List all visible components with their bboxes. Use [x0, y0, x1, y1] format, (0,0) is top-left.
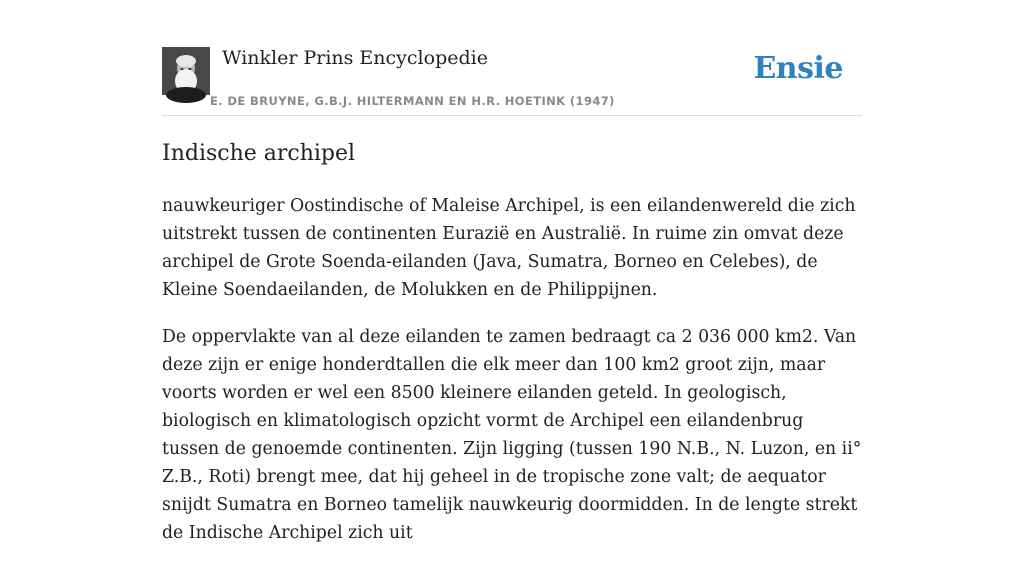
source-header	[162, 0, 862, 116]
source-title[interactable]: Winkler Prins Encyclopedie	[222, 47, 488, 69]
brand-logo-link[interactable]: Ensie	[753, 51, 843, 86]
article-title: Indische archipel	[162, 141, 356, 166]
article-paragraph: De oppervlakte van al deze eilanden te zamen bedraagt ca 2 036 000 km2. Van deze zijn er enige honderdtallen die elk meer dan 100 km2 groot zijn, maar voorts worden er wel een 8500 kleinere eilanden geteld. In geologisch, biologisch en klimatologisch opzicht vormt de Archipel een eilandenbrug tussen de genoemde continenten. Zijn ligging (tussen 190 N.B., N. Luzon, en ii° Z.B., Roti) brengt mee, dat hij geheel in de tropische zone valt; de aequator snijdt Sumatra en Borneo tamelijk nauwkeurig doormidden. In de lengte strekt de Indische Archipel zich uit	[162, 327, 862, 543]
portrait-icon	[162, 47, 210, 95]
source-avatar[interactable]	[162, 47, 210, 95]
source-authors: E. DE BRUYNE, G.B.J. HILTERMANN EN H.R. HOETINK (1947)	[210, 94, 615, 108]
article-paragraph: nauwkeuriger Oostindische of Maleise Archipel, is een eilandenwereld die zich uitstrekt tussen de continenten Eurazië en Australië. In ruime zin omvat deze archipel de Grote Soenda-eilanden (Java, Sumatra, Borneo en Celebes), de Kleine Soendaeilanden, de Molukken en de Philippijnen.	[162, 196, 856, 300]
article-body	[162, 192, 862, 566]
page-container	[162, 0, 862, 543]
